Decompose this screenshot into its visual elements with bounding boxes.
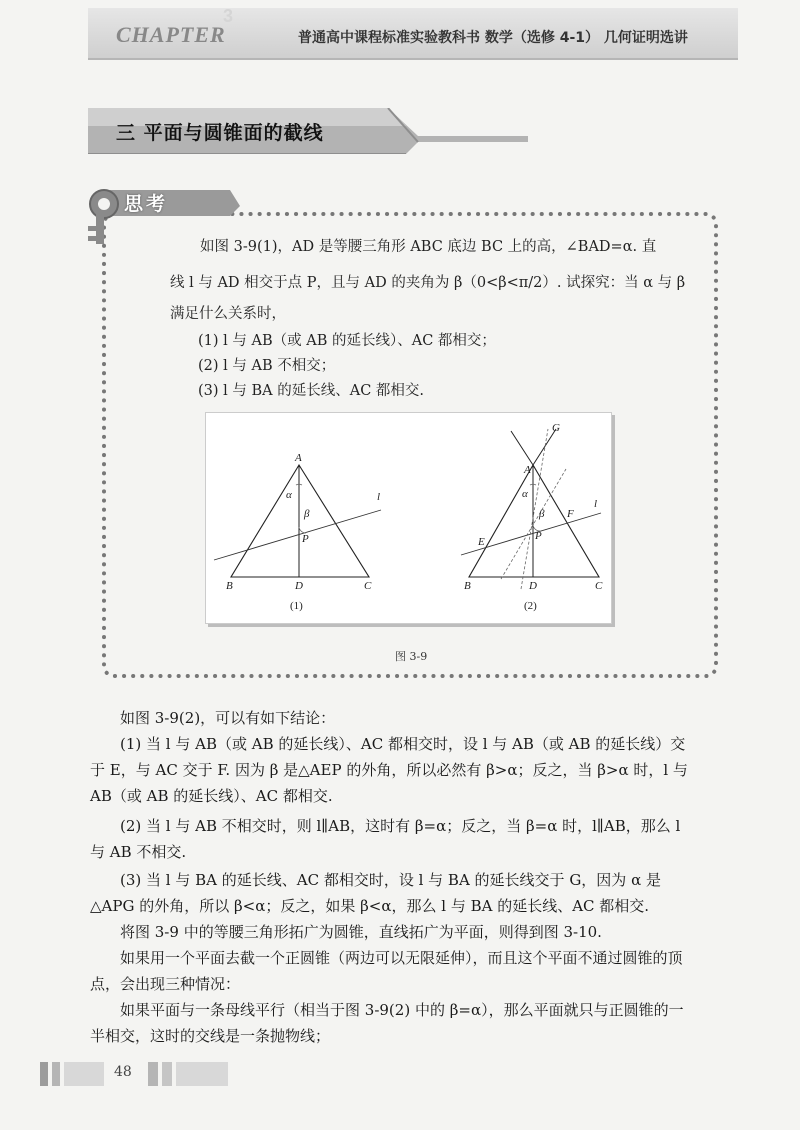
page-header (88, 8, 738, 60)
subfigure-2-caption: (2) (524, 600, 537, 612)
label-alpha: α (286, 489, 292, 501)
figure-3-9 (205, 412, 612, 624)
section-title: 三 平面与圆锥面的截线 (116, 122, 324, 144)
label-C: C (595, 580, 603, 592)
question-line-1: 如图 3-9(1)，AD 是等腰三角形 ABC 底边 BC 上的高，∠BAD=α. 直 (200, 239, 657, 255)
label-D: D (295, 580, 303, 592)
body-line-9: 将图 3-9 中的等腰三角形拓广为圆锥，直线拓广为平面，则得到图 3-10. (120, 923, 602, 941)
label-alpha: α (522, 488, 528, 500)
body-line-13: 半相交，这时的交线是一条抛物线； (90, 1027, 331, 1045)
label-G: G (552, 422, 560, 434)
body-line-10: 如果用一个平面去截一个正圆锥（两边可以无限延伸），而且这个平面不通过圆锥的顶 (120, 949, 683, 967)
body-line-8: △APG 的外角，所以 β<α；反之，如果 β<α，那么 l 与 BA 的延长线、AC 都相交. (90, 897, 650, 915)
label-C: C (364, 580, 372, 592)
subfigure-1-caption: (1) (290, 600, 303, 612)
body-line-1: 如图 3-9(2)，可以有如下结论： (120, 709, 336, 727)
label-A: A (295, 452, 302, 464)
figure-1-diagram (214, 452, 381, 612)
think-label: 思考 (124, 193, 169, 215)
chapter-label: CHAPTER (116, 22, 226, 47)
body-line-11: 点，会出现三种情况： (90, 975, 241, 993)
book-title: 普通高中课程标准实验教科书 数学（选修 4-1） 几何证明选讲 (298, 30, 688, 46)
body-line-6: 与 AB 不相交. (90, 843, 187, 861)
section-banner (88, 108, 528, 154)
think-banner (80, 186, 240, 220)
label-beta: β (304, 508, 310, 520)
label-A: A (524, 464, 531, 476)
label-B: B (464, 580, 471, 592)
body-line-4: AB（或 AB 的延长线）、AC 都相交. (90, 787, 333, 805)
chapter-number: 3 (223, 6, 234, 26)
label-beta: β (539, 508, 545, 520)
footer-decoration (40, 1062, 240, 1086)
body-line-5: (2) 当 l 与 AB 不相交时，则 l∥AB，这时有 β=α；反之，当 β=α 时，l∥AB，那么 l (120, 817, 681, 835)
label-P: P (302, 533, 309, 545)
question-line-3: 满足什么关系时， (170, 306, 286, 322)
question-item-3: (3) l 与 BA 的延长线、AC 都相交. (198, 383, 425, 399)
figure-2-diagram (461, 422, 603, 612)
body-line-2: (1) 当 l 与 AB（或 AB 的延长线）、AC 都相交时，设 l 与 AB（或 AB 的延长线）交 (120, 735, 686, 753)
body-line-7: (3) 当 l 与 BA 的延长线、AC 都相交时，设 l 与 BA 的延长线交于 G，因为 α 是 (120, 871, 661, 889)
label-B: B (226, 580, 233, 592)
question-item-2: (2) l 与 AB 不相交； (198, 358, 336, 374)
label-D: D (529, 580, 537, 592)
figure-caption: 图 3-9 (395, 650, 428, 663)
question-item-1: (1) l 与 AB（或 AB 的延长线）、AC 都相交； (198, 333, 496, 349)
label-l: l (594, 498, 598, 510)
body-line-12: 如果平面与一条母线平行（相当于图 3-9(2) 中的 β=α），那么平面就只与正圆锥的一 (120, 1001, 684, 1019)
question-line-2: 线 l 与 AD 相交于点 P，且与 AD 的夹角为 β（0<β<π/2）. 试探究：当 α 与 β (170, 275, 686, 291)
label-F: F (567, 508, 574, 520)
label-P: P (535, 530, 542, 542)
body-line-3: 于 E，与 AC 交于 F. 因为 β 是△AEP 的外角，所以必然有 β>α；反之，当 β>α 时，l 与 (90, 761, 688, 779)
label-E: E (478, 536, 485, 548)
page-number: 48 (114, 1064, 132, 1080)
label-l: l (377, 491, 381, 503)
